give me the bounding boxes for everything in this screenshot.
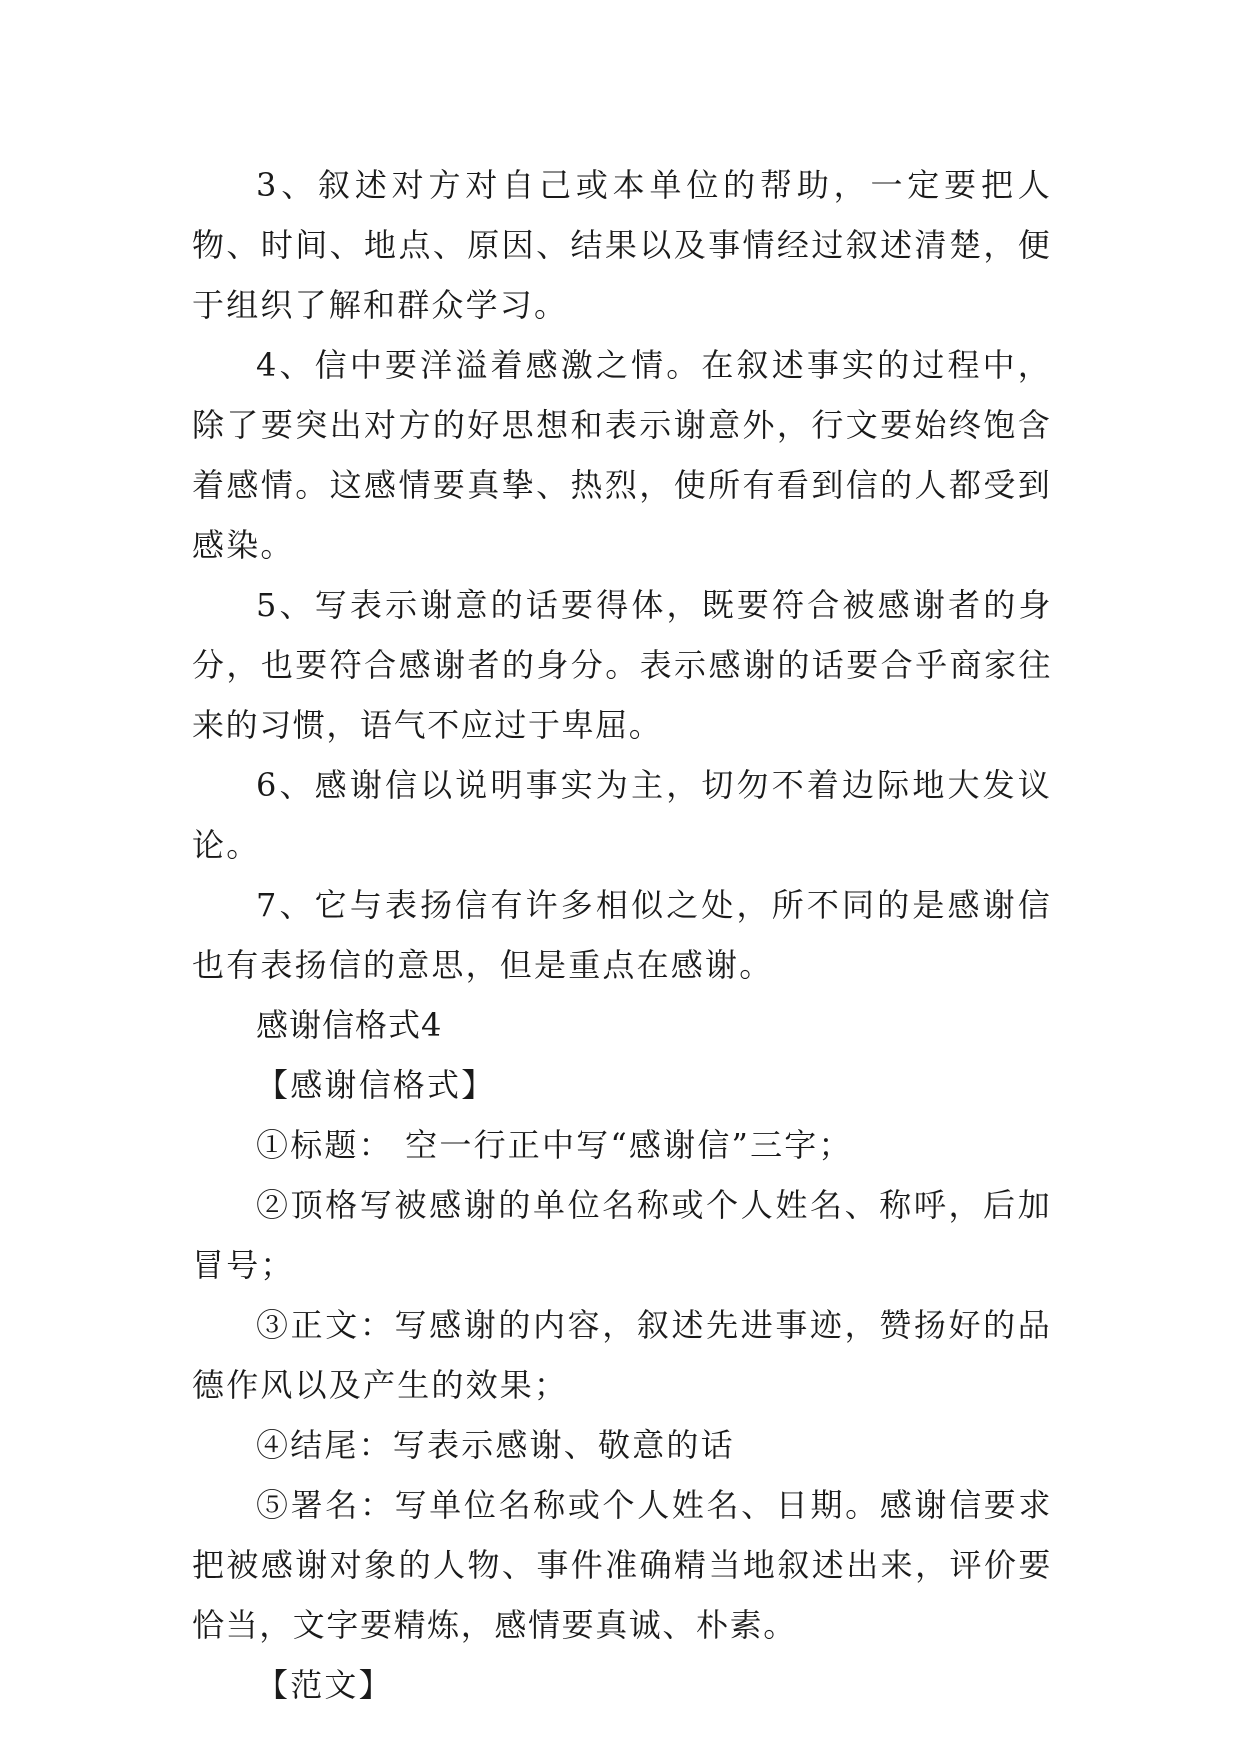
format-signature-item: ⑤署名：写单位名称或个人姓名、日期。感谢信要求把被感谢对象的人物、事件准确精当地叙述出来，评价要恰当，文字要精炼，感情要真诚、朴素。 — [192, 1486, 1052, 1644]
paragraph-item-4: 4、信中要洋溢着感激之情。在叙述事实的过程中，除了要突出对方的好思想和表示谢意外，行文要始终饱含着感情。这感情要真挚、热烈，使所有看到信的人都受到感染。 — [192, 346, 1052, 564]
section-heading: 感谢信格式4 — [256, 1006, 443, 1044]
format-salutation-item: ②顶格写被感谢的单位名称或个人姓名、称呼，后加冒号； — [192, 1186, 1052, 1284]
format-closing-item: ④结尾：写表示感谢、敬意的话 — [256, 1426, 735, 1464]
format-body-item: ③正文：写感谢的内容，叙述先进事迹，赞扬好的品德作风以及产生的效果； — [192, 1306, 1052, 1404]
document-body — [192, 155, 1052, 1715]
format-heading: 【感谢信格式】 — [256, 1066, 496, 1104]
paragraph-item-3: 3、叙述对方对自己或本单位的帮助，一定要把人物、时间、地点、原因、结果以及事情经过叙述清楚，便于组织了解和群众学习。 — [192, 166, 1052, 324]
format-title-item: ①标题： 空一行正中写“感谢信”三字； — [256, 1126, 853, 1164]
paragraph-item-7: 7、它与表扬信有许多相似之处，所不同的是感谢信也有表扬信的意思，但是重点在感谢。 — [192, 886, 1052, 984]
paragraph-item-6: 6、感谢信以说明事实为主，切勿不着边际地大发议论。 — [192, 766, 1052, 864]
sample-heading: 【范文】 — [256, 1666, 393, 1704]
paragraph-item-5: 5、写表示谢意的话要得体，既要符合被感谢者的身分，也要符合感谢者的身分。表示感谢的话要合乎商家往来的习惯，语气不应过于卑屈。 — [192, 586, 1052, 744]
